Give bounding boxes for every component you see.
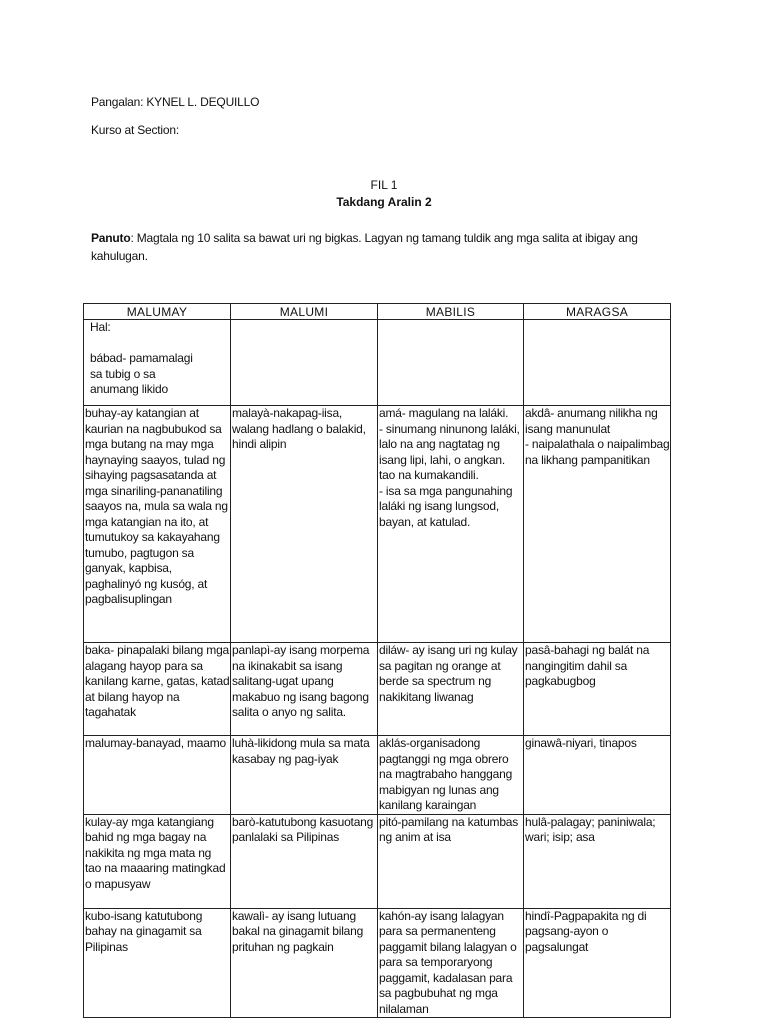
instructions-text: : Magtala ng 10 salita sa bawat uri ng bigkas. Lagyan ng tamang tuldik ang mga salita at ibigay ang kahulugan. [91, 231, 638, 263]
header-mabilis: MABILIS [378, 304, 524, 320]
header-malumay: MALUMAY [84, 304, 231, 320]
table-cell: ginawâ-niyari, tinapos [524, 736, 671, 815]
table-cell: kubo-isang katutubong bahay na ginagamit sa Pilipinas [84, 908, 231, 1018]
table-row [84, 406, 671, 643]
table-cell: panlapì-ay isang morpema na ikinakabit sa isang salitang-ugat upang makabuo ng isang bagong salita o anyo ng salita. [231, 643, 378, 736]
table-cell: Hal: bábad- pamamalagi sa tubig o sa anumang likido [84, 320, 231, 406]
table-cell: aklás-organisadong pagtanggi ng mga obrero na magtrabaho hanggang mabigyan ng lunas ang kanilang karaingan [378, 736, 524, 815]
table-cell [524, 320, 671, 406]
table-cell: malayà-nakapag-iisa, walang hadlang o balakid, hindi alipin [231, 406, 378, 643]
table-row [84, 814, 671, 908]
table-cell: amá- magulang na laláki. - sinumang ninunong laláki, lalo na ang nagtatag ng isang lipi, lahi, o angkan. tao na kumakandili. - isa sa mga pangunahing laláki ng isang lungsod, bayan, at katulad. [378, 406, 524, 643]
header-malumi: MALUMI [231, 304, 378, 320]
table-cell [231, 320, 378, 406]
table-cell: hindî-Pagpapakita ng di pagsang-ayon o pagsalungat [524, 908, 671, 1018]
table-cell: pitó-pamilang na katumbas ng anim at isa [378, 814, 524, 908]
table-row [84, 736, 671, 815]
table-cell: hulâ-palagay; paniniwala; wari; isip; asa [524, 814, 671, 908]
table-row [84, 643, 671, 736]
table-cell: luhà-likidong mula sa mata kasabay ng pag-iyak [231, 736, 378, 815]
table-cell: pasâ-bahagi ng balát na nangingitim dahil sa pagkabugbog [524, 643, 671, 736]
table-cell: malumay-banayad, maamo [84, 736, 231, 815]
instructions [91, 229, 671, 265]
table-cell: diláw- ay isang uri ng kulay sa pagitan ng orange at berde sa spectrum ng nakikitang liwanag [378, 643, 524, 736]
table-cell: barò-katutubong kasuotang panlalaki sa Pilipinas [231, 814, 378, 908]
table-header-row [84, 304, 671, 320]
table-row [84, 320, 671, 406]
table-cell: kulay-ay mga katangiang bahid ng mga bagay na nakikita ng mga mata ng tao na maaaring matingkad o mapusyaw [84, 814, 231, 908]
assignment-title: Takdang Aralin 2 [336, 195, 432, 209]
word-table [83, 303, 671, 1018]
table-cell [378, 320, 524, 406]
table-cell: baka- pinapalaki bilang mga alagang hayop para sa kanilang karne, gatas, katad at bilang hayop na tagahatak [84, 643, 231, 736]
header-maragsa: MARAGSA [524, 304, 671, 320]
student-name: Pangalan: KYNEL L. DEQUILLO [91, 95, 260, 109]
table-cell: akdâ- anumang nilikha ng isang manunulat - naipalathala o naipalimbag na likhang pampanitikan [524, 406, 671, 643]
table-cell: kahón-ay isang lalagyan para sa permanenteng paggamit bilang lalagyan o para sa temporaryong paggamit, kadalasan para sa pagbubuhat ng mga nilalaman [378, 908, 524, 1018]
table-cell: buhay-ay katangian at kaurian na nagbubukod sa mga butang na may mga haynaying saayos, tulad ng sihaying pagsasatanda at mga sinariling-pananatiling saayos na, mula sa wala ng mga katangian na ito, at tumutukoy sa kakayahang tumubo, pagtugon sa ganyak, kapbisa, paghalinyó ng kusóg, at pagbalisuplingan [84, 406, 231, 643]
table-row [84, 908, 671, 1018]
instructions-label: Panuto [91, 231, 131, 245]
course-code: FIL 1 [370, 178, 398, 192]
table-cell: kawalì- ay isang lutuang bakal na ginagamit bilang prituhan ng pagkain [231, 908, 378, 1018]
course-section-label: Kurso at Section: [91, 123, 179, 137]
